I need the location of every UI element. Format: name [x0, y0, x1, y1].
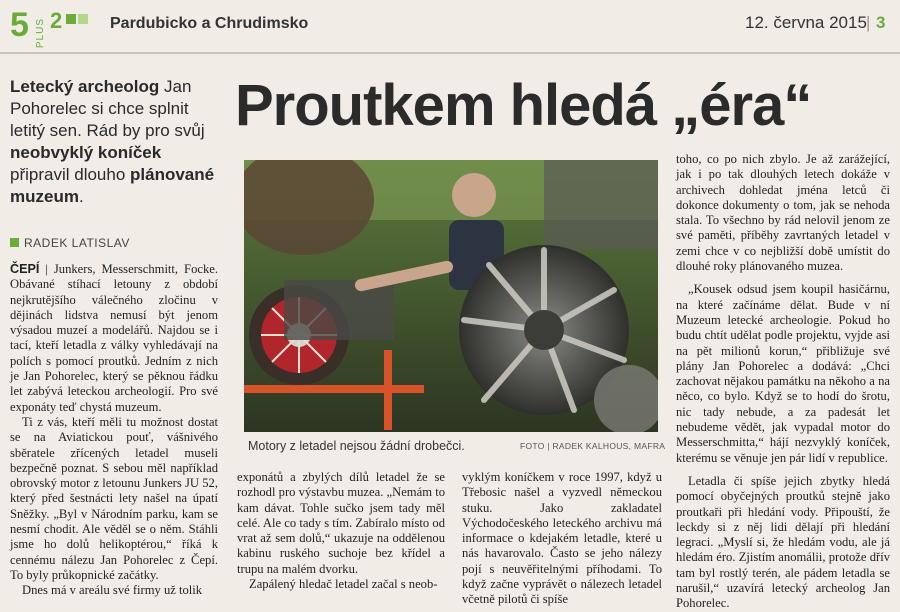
article-photo: [244, 160, 658, 432]
issue-date: 12. června 2015: [745, 13, 867, 32]
byline-square-icon: [10, 238, 19, 247]
newspaper-logo: 5 PLUS 2: [10, 10, 100, 44]
text-column-3: [462, 470, 662, 608]
article-lead: Letecký archeolog Jan Pohorelec si chce splnit letitý sen. Rád by pro svůj neobvyklý koníček připravil dlouho plánované muzeum.: [10, 77, 215, 206]
paragraph: Ti z vás, kteří měli tu možnost dostat se na Aviatickou pouť, vášnivého sběratele zřícených letadel museli bezpečně poznat. S sebou měl například obrovský motor z letounu Junkers JU 52, který před šestnácti lety našel na úpatí Sněžky. „Byl v Národním parku, kam se nesmí chodit. Ale věděl se o něm. Stáhli jsme ho dolů helikoptérou,“ říká k cennému nálezu Jan Pohorelec z Čepí. To byly průkopnické začátky.: [10, 414, 218, 582]
header-divider: [0, 52, 900, 54]
paragraph: vyklým koníčkem v roce 1997, když u Třebosic našel a vyzvedl německou stuku. Jako zakladatel Východočeského leteckého archivu má informace o kdejakém letadle, které u nás havarovalo. Často se jeho nálezy pojí s neuvěřitelnými příhodami. To když začne vyprávět o nálezech letadel včetně pilotů či spíše: [462, 470, 662, 607]
page-number: 3: [876, 13, 886, 32]
paragraph: ČEPÍ | Junkers, Messerschmitt, Focke. Obávané stíhací letouny z období nejkrutějšího válečného zločinu v dějinách lidstva nemusí být jenom výsadou muzeí a modelářů. Najdou se i tací, kteří letadla z války vyhledávají na polích s pomocí proutků. Jedním z nich je Jan Pohorelec, který se pěknou řádku let zabývá leteckou archeologií. Pro své exponáty teď chystá muzeum.: [10, 262, 218, 414]
dateline-place: ČEPÍ: [10, 262, 40, 276]
logo-square-icon: [66, 14, 76, 24]
region-title: Pardubicko a Chrudimsko: [110, 15, 309, 32]
paragraph: Letadla či spíše jejich zbytky hledá pomocí obyčejných proutků stejně jako proutkaři při hledání vody. Připouští, že leckdy si z něj lidi dělají při hledání legraci. „Myslí si, že hledám vodu, ale já hledám éro. Zjistím anomálii, protože dřív tam byl rostlý terén, ale pádem letadla se narušil,“ uzavírá letecký archeolog Jan Pohorelec.: [676, 473, 890, 611]
logo-square-light-icon: [78, 14, 88, 24]
engine-photo-illustration: [244, 160, 658, 432]
text-column-1: [10, 262, 218, 599]
text-column-2: [237, 470, 445, 592]
paragraph: exponátů a zbylých dílů letadel že se rozhodl pro výstavbu muzea. „Nemám to kam dávat. Tohle sučko jsem tady měl celé. Ale co tady s tím. Zabíralo místo od vrat až sem dolů,“ ukazuje na oddělenou kabinu ruského suchoje bez křídel a trupu na malém dvorku.: [237, 470, 445, 576]
header-separator: |: [866, 13, 871, 32]
masthead: [0, 0, 900, 52]
author-byline: RADEK LATISLAV: [10, 236, 130, 250]
text-column-4: [676, 152, 890, 612]
paragraph: Dnes má v areálu své firmy už tolik: [22, 583, 203, 598]
paragraph: Zapálený hledač letadel začal s neob-: [249, 577, 438, 592]
photo-credit: FOTO | RADEK KALHOUS, MAFRA: [520, 441, 666, 451]
photo-caption: Motory z letadel nejsou žádní drobečci.: [248, 439, 465, 453]
paragraph: toho, co po nich zbylo. Je až zarážející, jak i po tak dlouhých letech dokáže v archivech dohledat jména letců či dokonce dokumenty o tom, jak se nehoda stala. To všechno by rád nelovil jenom ze své paměti, příběhy zavrtaných letadel v zemi chce v co nejbližší době umístit do dlouhé roky plánovaného muzea.: [676, 152, 890, 274]
paragraph: „Kousek odsud jsem koupil hasičárnu, na které začínáme dělat. Bude v ní Muzeum letecké archeologie. Pokud ho budu chtít udělat podle projektu, vyjde asi na pět milionů korun,“ přibližuje své plány Jan Pohorelec a dodává: „Chci zachovat nějakou památku na někoho a na něco, co bylo. Když se to hodí do šrotu, nic tady nebude, a za padesát let nebudeme vědět, jak vypadal motor do Messerschmitta,“ hájí nezvyklý koníček, kterému se věnuje jen pár lidí v republice.: [676, 282, 890, 465]
article-headline: Proutkem hledá „éra“: [235, 73, 812, 138]
